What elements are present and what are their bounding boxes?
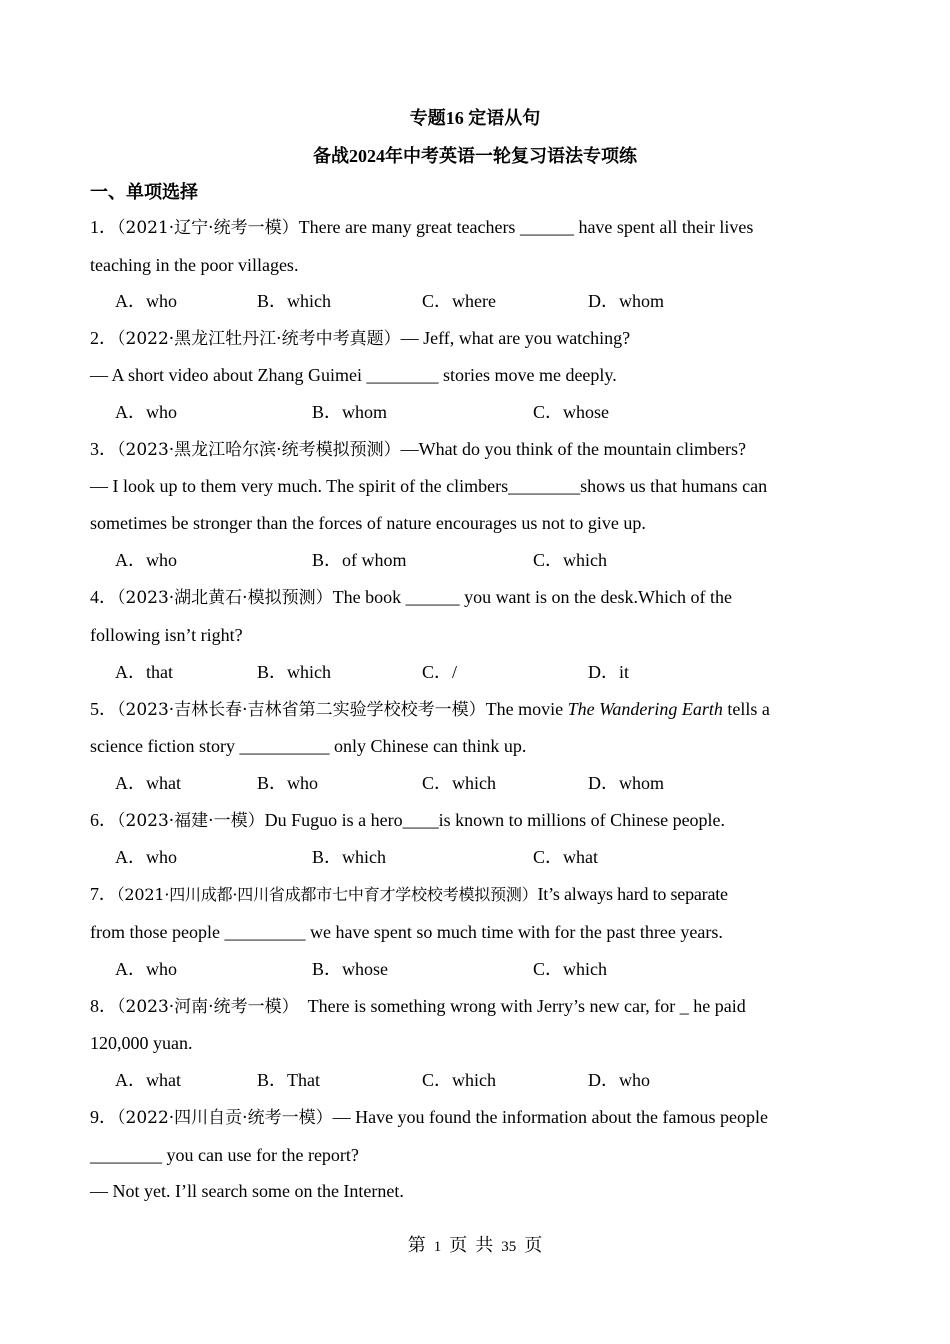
option-c[interactable]: C．which [422, 773, 496, 793]
option-a[interactable]: A．what [115, 1070, 181, 1090]
movie-title: The Wandering Earth [567, 699, 723, 719]
question-3: 3．（2023·黑龙江哈尔滨·统考模拟预测）—What do you think of the mountain climbers? [90, 439, 747, 460]
question-5-cont: science fiction story __________ only Chinese can think up. [90, 736, 527, 756]
option-a[interactable]: A．that [115, 662, 173, 682]
question-1-options [115, 289, 875, 313]
option-a[interactable]: A．who [115, 291, 177, 311]
option-b[interactable]: B．whom [312, 402, 388, 422]
question-5-options [115, 771, 875, 795]
question-2: 2．（2022·黑龙江牡丹江·统考中考真题）— Jeff, what are you watching? [90, 328, 631, 349]
question-8-options [115, 1068, 875, 1092]
option-c[interactable]: C．where [422, 291, 496, 311]
section-heading: 一、单项选择 [90, 182, 198, 202]
option-d[interactable]: D．it [588, 662, 630, 682]
option-d[interactable]: D．whom [588, 291, 664, 311]
option-a[interactable]: A．who [115, 402, 177, 422]
option-a[interactable]: A．what [115, 773, 181, 793]
option-b[interactable]: B．who [257, 773, 319, 793]
question-9: 9．（2022·四川自贡·统考一模）— Have you found the information about the famous people [90, 1107, 768, 1128]
page-footer: 第 1 页 共 35 页 [407, 1235, 543, 1256]
option-a[interactable]: A．who [115, 847, 177, 867]
question-6-options [115, 845, 875, 869]
question-3-cont: — I look up to them very much. The spirit of the climbers________shows us that humans can [90, 476, 768, 496]
option-b[interactable]: B．That [257, 1070, 320, 1090]
question-4: 4．（2023·湖北黄石·模拟预测）The book ______ you want is on the desk.Which of the [90, 587, 733, 608]
question-7-cont: from those people _________ we have spent so much time with for the past three years. [90, 922, 723, 942]
option-c[interactable]: C．whose [533, 402, 609, 422]
question-3-cont2: sometimes be stronger than the forces of nature encourages us not to give up. [90, 513, 646, 533]
option-b[interactable]: B．of whom [312, 550, 407, 570]
total-pages: 35 [501, 1239, 517, 1255]
question-2-options [115, 400, 875, 424]
question-3-options [115, 548, 875, 572]
question-6: 6．（2023·福建·一模）Du Fuguo is a hero____is known to millions of Chinese people. [90, 810, 726, 831]
question-7: 7．（2021·四川成都·四川省成都市七中育才学校校考模拟预测）It’s always hard to separate [90, 884, 728, 904]
option-d[interactable]: D．whom [588, 773, 664, 793]
option-c[interactable]: C．which [533, 959, 607, 979]
question-1: 1．（2021·辽宁·统考一模）There are many great teachers ______ have spent all their lives [90, 217, 754, 238]
question-9-cont2: — Not yet. I’ll search some on the Internet. [90, 1181, 404, 1201]
question-7-options [115, 957, 875, 981]
current-page: 1 [433, 1239, 442, 1255]
option-c[interactable]: C．which [422, 1070, 496, 1090]
option-b[interactable]: B．which [257, 662, 331, 682]
question-5: 5．（2023·吉林长春·吉林省第二实验学校校考一模）The movie The Wandering Earth tells a [90, 699, 770, 720]
option-c[interactable]: C．which [533, 550, 607, 570]
doc-subtitle: 备战2024年中考英语一轮复习语法专项练 [313, 146, 637, 166]
question-2-cont: — A short video about Zhang Guimei ________ stories move me deeply. [90, 365, 617, 385]
option-b[interactable]: B．whose [312, 959, 388, 979]
question-4-cont: following isn’t right? [90, 625, 243, 645]
question-9-cont: ________ you can use for the report? [90, 1145, 359, 1165]
question-8: 8．（2023·河南·统考一模） There is something wrong with Jerry’s new car, for _ he paid [90, 996, 746, 1017]
option-d[interactable]: D．who [588, 1070, 650, 1090]
option-c[interactable]: C．/ [422, 662, 458, 682]
question-1-cont: teaching in the poor villages. [90, 255, 299, 275]
option-a[interactable]: A．who [115, 959, 177, 979]
option-c[interactable]: C．what [533, 847, 598, 867]
doc-title: 专题16 定语从句 [409, 108, 541, 128]
option-b[interactable]: B．which [257, 291, 331, 311]
question-8-cont: 120,000 yuan. [90, 1033, 193, 1053]
option-a[interactable]: A．who [115, 550, 177, 570]
option-b[interactable]: B．which [312, 847, 386, 867]
question-4-options [115, 660, 875, 684]
